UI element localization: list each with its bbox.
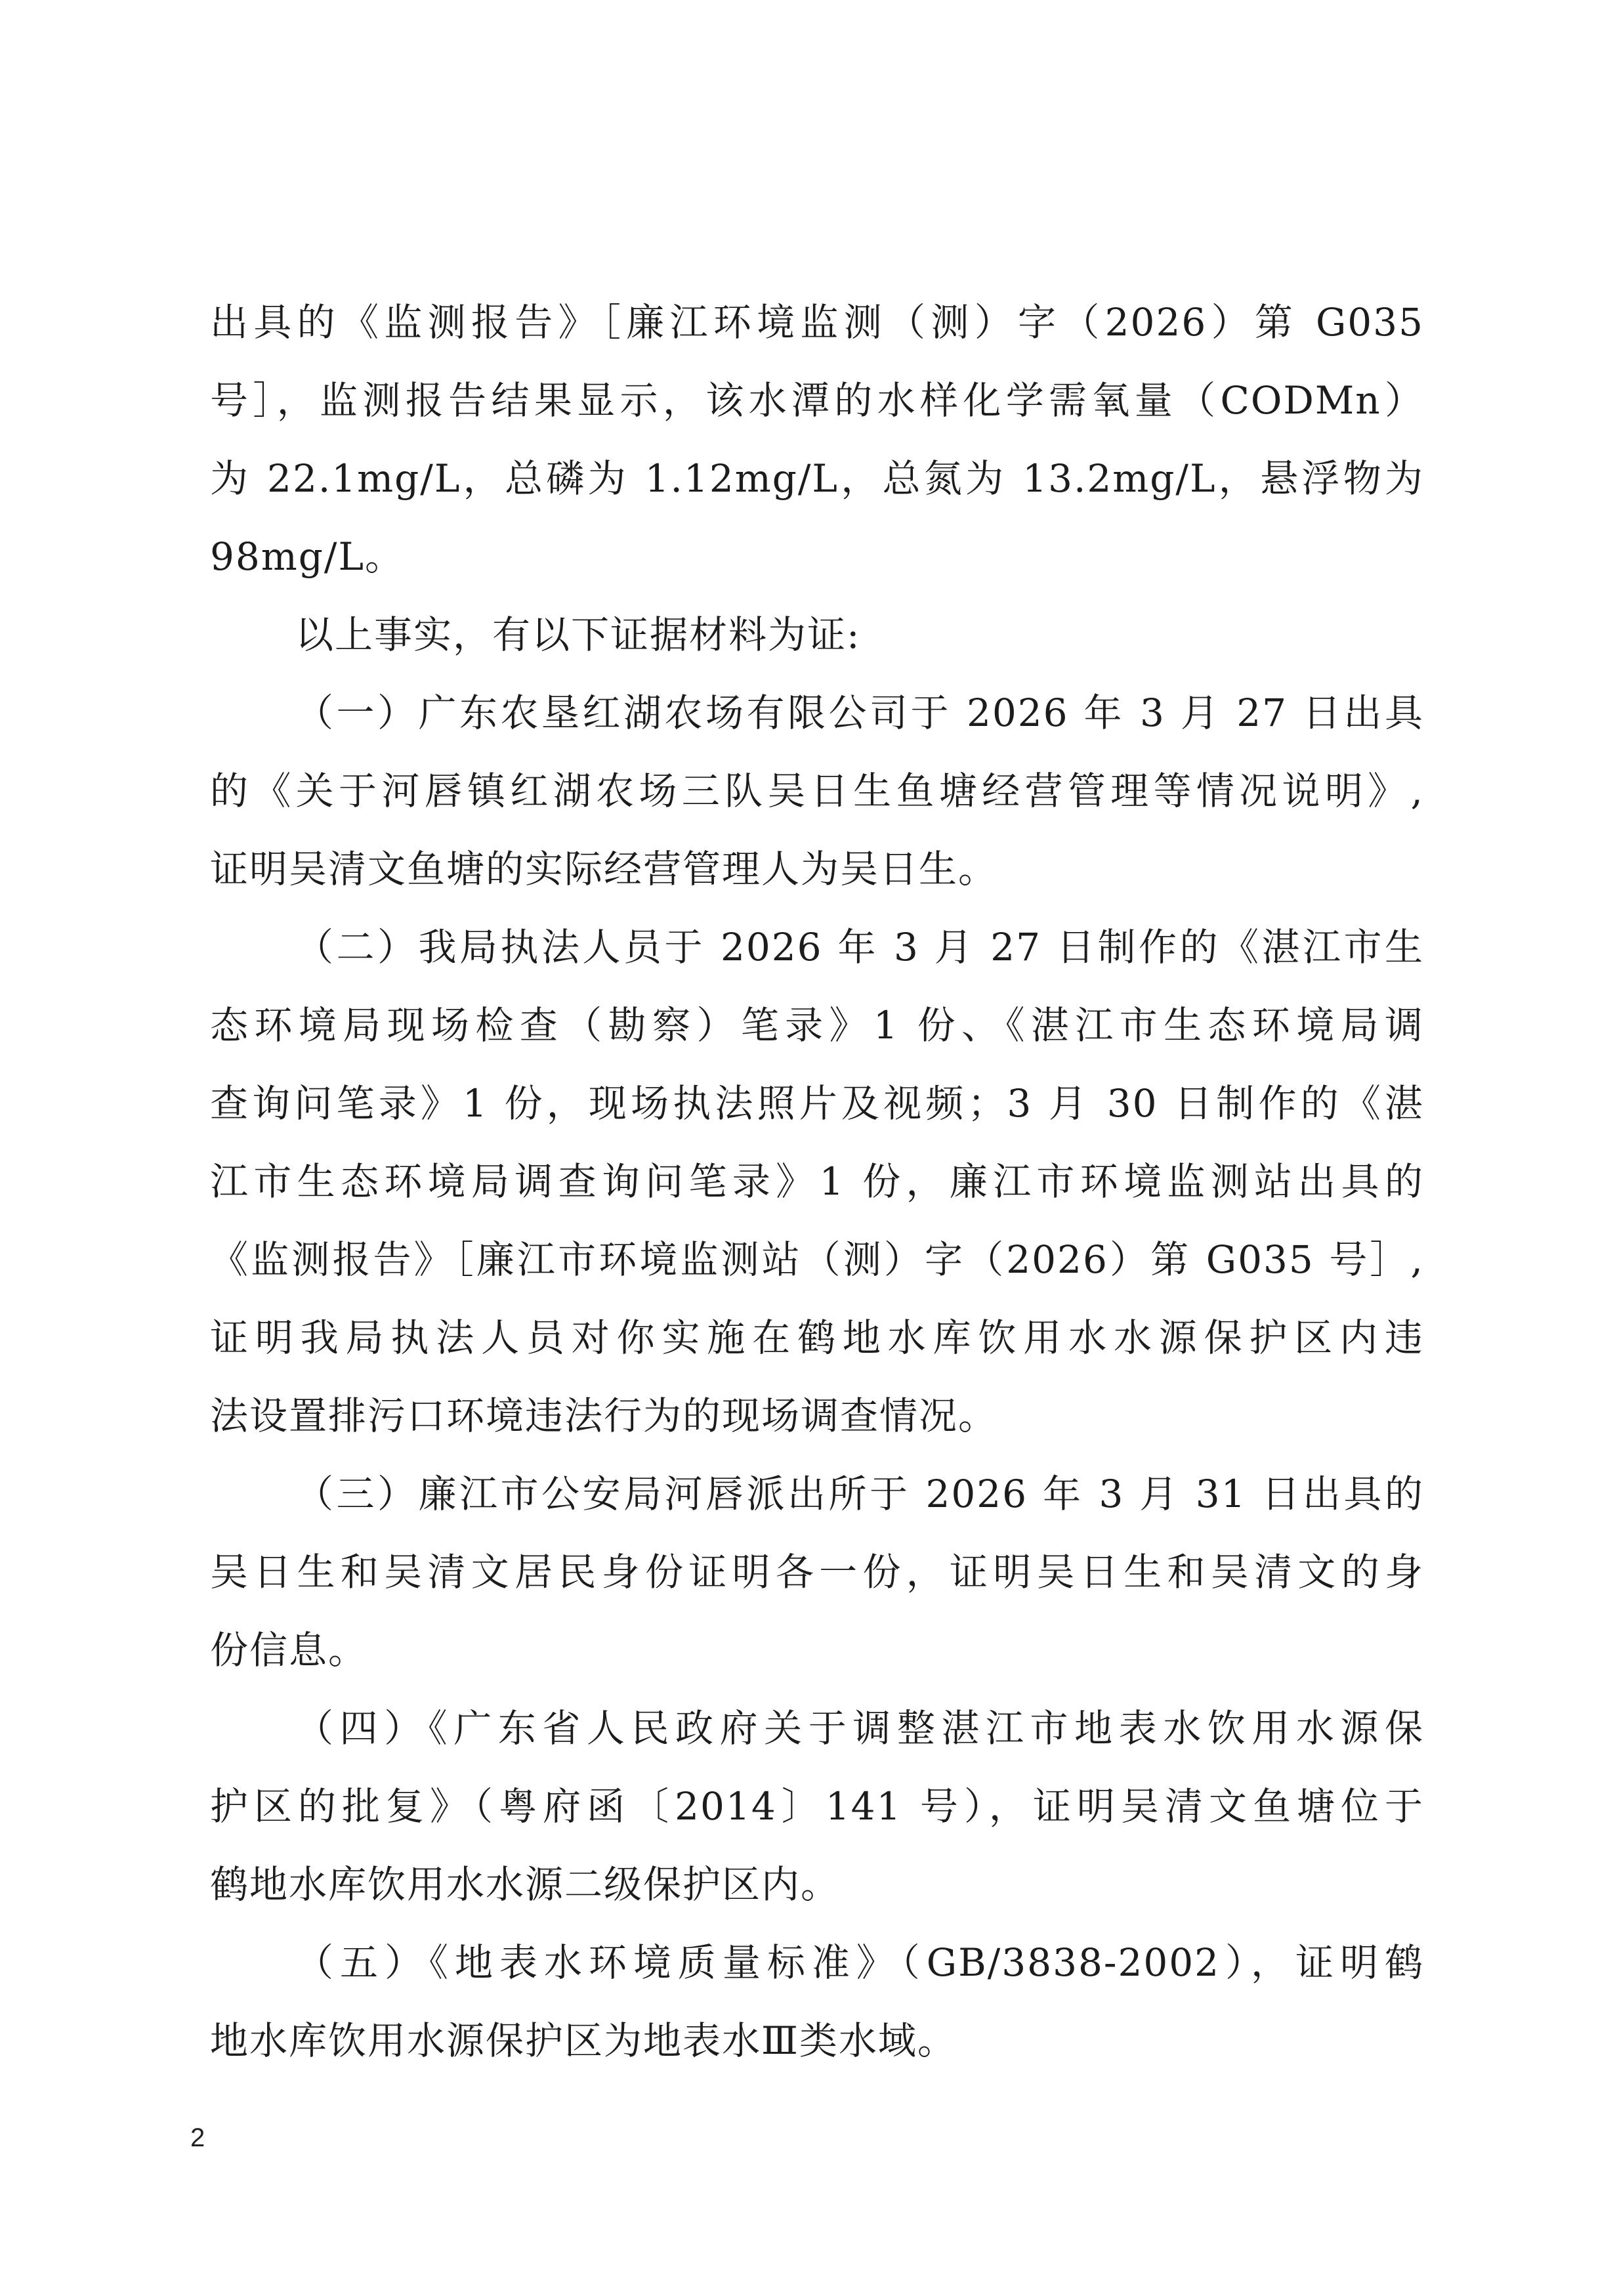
body-line: 以上事实，有以下证据材料为证: (295, 612, 861, 657)
body-line: （三）廉江市公安局河唇派出所于 2026 年 3 月 31 日出具的 (295, 1472, 1424, 1516)
body-line: 号］，监测报告结果显示，该水潭的水样化学需氧量（CODMn） (210, 378, 1424, 423)
body-line: 江市生态环境局调查询问笔录》1 份，廉江市环境监测站出具的 (210, 1159, 1424, 1204)
body-line: 鹤地水库饮用水水源二级保护区内。 (210, 1862, 841, 1907)
page-number: 2 (190, 2123, 205, 2152)
body-line: 《监测报告》［廉江市环境监测站（测）字（2026）第 G035 号］, (210, 1237, 1424, 1282)
body-line: 为 22.1mg/L，总磷为 1.12mg/L，总氮为 13.2mg/L，悬浮物为 (210, 456, 1424, 501)
body-line: 吴日生和吴清文居民身份证明各一份，证明吴日生和吴清文的身 (210, 1550, 1424, 1594)
body-line: （二）我局执法人员于 2026 年 3 月 27 日制作的《湛江市生 (295, 925, 1424, 969)
body-line: 98mg/L。 (210, 534, 404, 579)
body-line: 证明我局执法人员对你实施在鹤地水库饮用水水源保护区内违 (210, 1315, 1424, 1360)
body-line: （五）《地表水环境质量标准》（GB/3838-2002），证明鹤 (295, 1940, 1424, 1985)
body-line: 地水库饮用水源保护区为地表水Ⅲ类水域。 (210, 2018, 957, 2063)
body-line: 出具的《监测报告》［廉江环境监测（测）字（2026）第 G035 (210, 300, 1424, 345)
body-line: 份信息。 (210, 1628, 368, 1672)
body-line: 护区的批复》（粤府函〔2014〕141 号），证明吴清文鱼塘位于 (210, 1784, 1424, 1829)
body-line: （四）《广东省人民政府关于调整湛江市地表水饮用水源保 (295, 1706, 1424, 1751)
body-line: 态环境局现场检查（勘察）笔录》1 份、《湛江市生态环境局调 (210, 1003, 1424, 1048)
body-line: 证明吴清文鱼塘的实际经营管理人为吴日生。 (210, 847, 998, 891)
body-line: 的《关于河唇镇红湖农场三队吴日生鱼塘经营管理等情况说明》, (210, 769, 1424, 813)
body-line: 查询问笔录》1 份，现场执法照片及视频；3 月 30 日制作的《湛 (210, 1081, 1424, 1126)
body-line: 法设置排污口环境违法行为的现场调查情况。 (210, 1393, 998, 1438)
body-line: （一）广东农垦红湖农场有限公司于 2026 年 3 月 27 日出具 (295, 691, 1424, 735)
